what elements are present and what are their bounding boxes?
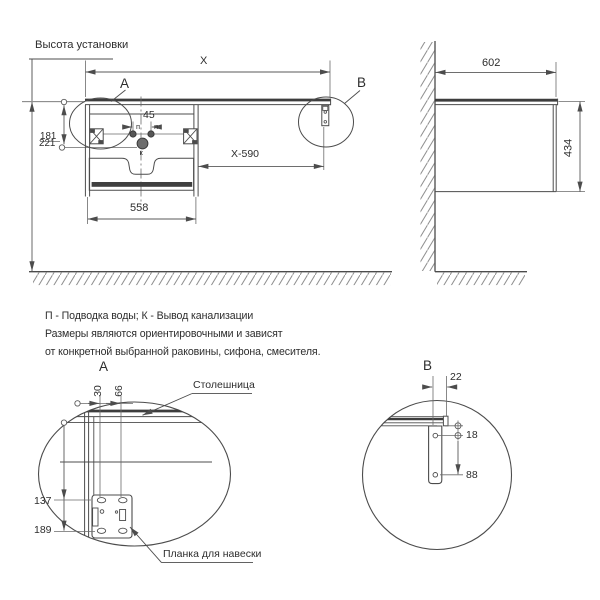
detail-a-view bbox=[39, 390, 254, 563]
dim-18: 18 bbox=[466, 428, 478, 441]
hanging-strip-callout: Планка для навески bbox=[163, 548, 262, 560]
hanging-bracket-plate bbox=[429, 426, 442, 484]
dim-x-minus-590: X-590 bbox=[231, 148, 260, 160]
dim-x: X bbox=[200, 55, 208, 67]
dim-434: 434 bbox=[562, 138, 575, 158]
hanging-bracket-front bbox=[322, 105, 329, 125]
detail-b-title: В bbox=[423, 358, 433, 373]
dim-45: 45 bbox=[143, 109, 155, 121]
detail-b-view bbox=[363, 376, 512, 550]
floor-hatch bbox=[33, 273, 391, 286]
dim-88: 88 bbox=[466, 468, 478, 481]
dim-30: 30 bbox=[92, 385, 104, 397]
side-view bbox=[421, 41, 586, 285]
dim-137: 137 bbox=[34, 494, 52, 507]
wall-hatch bbox=[421, 42, 435, 271]
dim-66: 66 bbox=[113, 385, 125, 397]
detail-a-title: А bbox=[99, 359, 109, 374]
detail-a-boundary bbox=[39, 402, 231, 546]
drawer-slide-right bbox=[184, 129, 197, 144]
drain-label: к bbox=[139, 147, 143, 157]
drawer-slide-left bbox=[90, 129, 103, 144]
dim-181: 181 bbox=[40, 130, 57, 142]
notes-block bbox=[45, 307, 320, 362]
dim-558: 558 bbox=[130, 201, 149, 214]
installation-height-label: Высота установки bbox=[35, 39, 129, 51]
detail-a-ref-label: А bbox=[120, 76, 130, 91]
note-line-1: П - Подводка воды; К - Вывод канализации bbox=[45, 310, 254, 322]
detail-b-ref-label: В bbox=[357, 75, 367, 90]
note-line-2: Размеры являются ориентировочными и зависят bbox=[45, 328, 283, 341]
countertop-callout: Столешница bbox=[193, 379, 255, 391]
water-supply-label-2: п bbox=[154, 121, 159, 131]
drawer-rail bbox=[92, 182, 193, 187]
water-supply-label-1: п bbox=[136, 122, 141, 131]
note-line-3: от конкретной выбранной раковины, сифона, смесителя. bbox=[45, 346, 321, 359]
dim-22: 22 bbox=[450, 371, 462, 383]
front-view bbox=[22, 59, 392, 285]
dim-189: 189 bbox=[34, 523, 52, 536]
dim-221: 221 bbox=[39, 138, 56, 150]
hanging-strip-plate bbox=[92, 495, 132, 538]
dim-602: 602 bbox=[482, 56, 501, 69]
